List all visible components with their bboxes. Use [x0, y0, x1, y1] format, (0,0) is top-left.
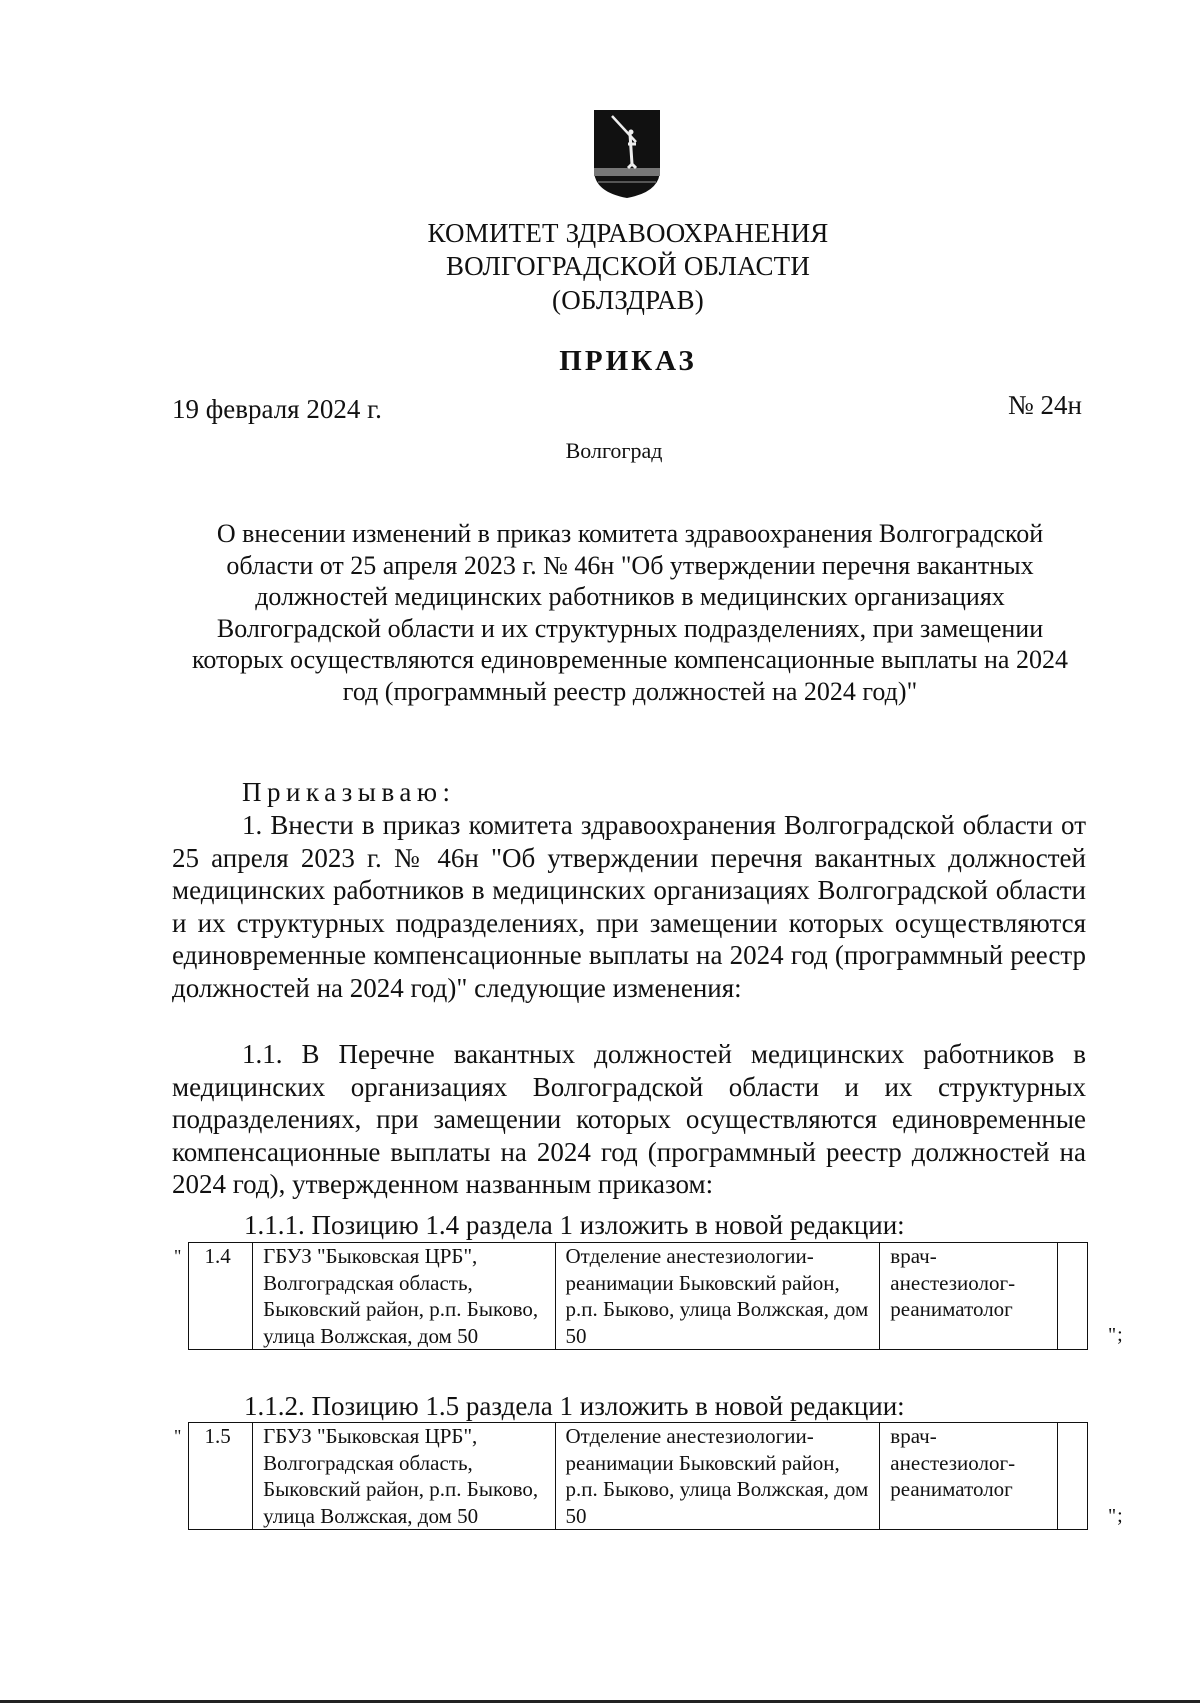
table-row [189, 1243, 1088, 1350]
document-title: ПРИКАЗ [559, 345, 697, 377]
page-bottom-edge [0, 1700, 1200, 1703]
table-row [189, 1423, 1088, 1530]
position-table-1-4 [188, 1242, 1088, 1350]
position-number: 1.4 [189, 1243, 253, 1350]
position-department: Отделение анестезиологии-реанимации Быковский район, р.п. Быково, улица Волжская, дом 50 [555, 1243, 880, 1350]
position-empty-cell [1058, 1243, 1088, 1350]
position-empty-cell [1058, 1423, 1088, 1530]
document-date: 19 февраля 2024 г. [172, 394, 382, 424]
quote-close-1: "; [1108, 1324, 1124, 1346]
position-number: 1.5 [189, 1423, 253, 1530]
position-table-1-5 [188, 1422, 1088, 1530]
document-subject: О внесении изменений в приказ комитета здравоохранения Волгоградской области от 25 апреля 2023 г. № 46н "Об утверждении перечня вакантных должностей медицинских работников в медицинских организациях Волгоградской области и их структурных подразделениях, при замещении которых осуществляются единовременные компенсационные выплаты на 2024 год (программный реестр должностей на 2024 год)" [192, 519, 1068, 706]
paragraph-1-1: 1.1. В Перечне вакантных должностей медицинских работников в медицинских организациях Волгоградской области и их структурных подразделениях, при замещении которых осуществляются единовременные компенсационные выплаты на 2024 год (программный реестр должностей на 2024 год), утвержденном названным приказом: [172, 1039, 1086, 1199]
org-name-line-2: ВОЛГОГРАДСКОЙ ОБЛАСТИ [445, 251, 811, 281]
position-department: Отделение анестезиологии-реанимации Быковский район, р.п. Быково, улица Волжская, дом 50 [555, 1423, 880, 1530]
position-organization: ГБУЗ "Быковская ЦРБ", Волгоградская область, Быковский район, р.п. Быково, улица Волжская, дом 50 [253, 1243, 555, 1350]
document-city: Волгоград [565, 438, 663, 463]
subparagraph-1-1-2: 1.1.2. Позицию 1.5 раздела 1 изложить в новой редакции: [244, 1391, 905, 1421]
paragraph-1: 1. Внести в приказ комитета здравоохранения Волгоградской области от 25 апреля 2023 г. № 46н "Об утверждении перечня вакантных должностей медицинских работников в медицинских организациях Волгоградской области и их структурных подразделениях, при замещении которых осуществляются единовременные компенсационные выплаты на 2024 год (программный реестр должностей на 2024 год)" следующие изменения: [172, 810, 1086, 1003]
orders-heading: Приказываю: [242, 777, 456, 807]
volgograd-coat-of-arms-icon [592, 108, 662, 200]
position-title: врач-анестезиолог-реаниматолог [880, 1423, 1058, 1530]
position-organization: ГБУЗ "Быковская ЦРБ", Волгоградская область, Быковский район, р.п. Быково, улица Волжская, дом 50 [253, 1423, 555, 1530]
quote-close-2: "; [1108, 1505, 1124, 1527]
org-name-line-3: (ОБЛЗДРАВ) [552, 285, 704, 315]
subparagraph-1-1-1: 1.1.1. Позицию 1.4 раздела 1 изложить в новой редакции: [244, 1210, 905, 1240]
document-number: № 24н [1008, 390, 1082, 420]
position-title: врач-анестезиолог-реаниматолог [880, 1243, 1058, 1350]
quote-open-2: " [174, 1426, 182, 1446]
org-name-line-1: КОМИТЕТ ЗДРАВООХРАНЕНИЯ [427, 218, 829, 248]
quote-open-1: " [174, 1246, 182, 1266]
